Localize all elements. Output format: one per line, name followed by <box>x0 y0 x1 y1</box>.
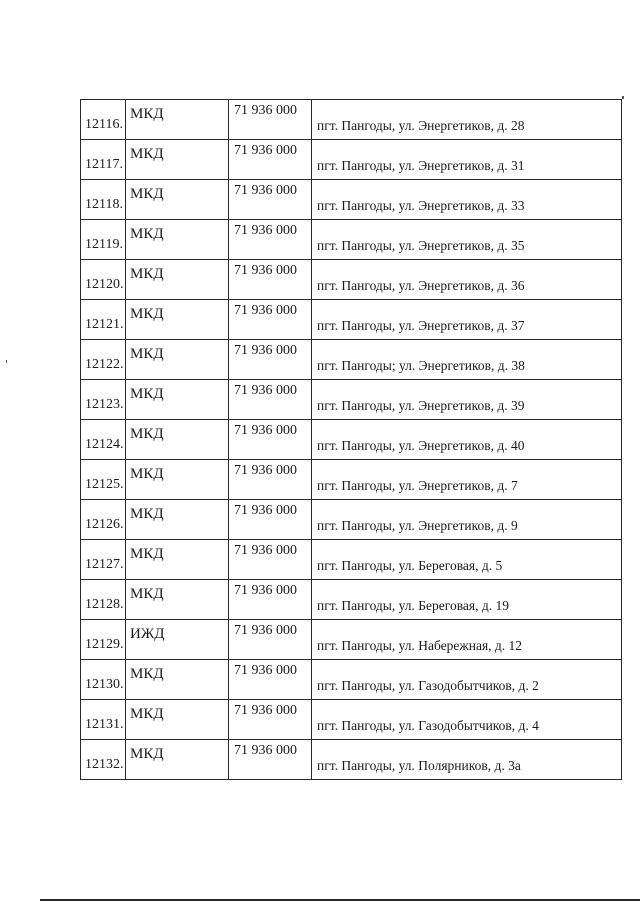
address-cell <box>312 500 622 540</box>
address-cell <box>312 340 622 380</box>
oktmo-code-cell <box>229 460 312 500</box>
building-type: МКД <box>130 506 164 522</box>
address-cell <box>312 420 622 460</box>
row-number-cell <box>81 460 126 500</box>
row-number: 12128. <box>85 597 124 612</box>
building-type: МКД <box>130 386 164 402</box>
building-type: МКД <box>130 146 164 162</box>
row-number-cell <box>81 100 126 140</box>
building-type: МКД <box>130 186 164 202</box>
oktmo-code: 71 936 000 <box>234 183 297 198</box>
row-number: 12124. <box>85 437 124 452</box>
page-bottom-rule <box>40 899 640 901</box>
building-type-cell <box>126 700 229 740</box>
address: пгт. Пангоды, ул. Энергетиков, д. 31 <box>317 158 525 173</box>
oktmo-code-cell <box>229 660 312 700</box>
address: пгт. Пангоды, ул. Энергетиков, д. 28 <box>317 118 525 133</box>
oktmo-code: 71 936 000 <box>234 543 297 558</box>
row-number-cell <box>81 580 126 620</box>
address-cell <box>312 220 622 260</box>
building-type-cell <box>126 500 229 540</box>
table-row <box>81 740 622 780</box>
oktmo-code: 71 936 000 <box>234 143 297 158</box>
oktmo-code-cell <box>229 420 312 460</box>
row-number-cell <box>81 260 126 300</box>
building-type-cell <box>126 460 229 500</box>
oktmo-code: 71 936 000 <box>234 103 297 118</box>
address: пгт. Пангоды, ул. Полярников, д. 3а <box>317 758 521 773</box>
row-number-cell <box>81 300 126 340</box>
oktmo-code: 71 936 000 <box>234 343 297 358</box>
row-number-cell <box>81 140 126 180</box>
oktmo-code-cell <box>229 340 312 380</box>
building-type-cell <box>126 740 229 780</box>
address: пгт. Пангоды, ул. Энергетиков, д. 33 <box>317 198 525 213</box>
oktmo-code-cell <box>229 380 312 420</box>
table-row <box>81 700 622 740</box>
table-row <box>81 300 622 340</box>
building-type-cell <box>126 380 229 420</box>
oktmo-code-cell <box>229 620 312 660</box>
row-number: 12120. <box>85 277 124 292</box>
oktmo-code-cell <box>229 220 312 260</box>
oktmo-code-cell <box>229 580 312 620</box>
address-cell <box>312 660 622 700</box>
row-number: 12127. <box>85 557 124 572</box>
row-number-cell <box>81 540 126 580</box>
oktmo-code: 71 936 000 <box>234 263 297 278</box>
building-type-cell <box>126 300 229 340</box>
row-number-cell <box>81 500 126 540</box>
building-type: МКД <box>130 266 164 282</box>
building-type: МКД <box>130 546 164 562</box>
address: пгт. Пангоды, ул. Набережная, д. 12 <box>317 638 523 653</box>
building-type: ИЖД <box>130 626 165 642</box>
row-number-cell <box>81 620 126 660</box>
building-type-cell <box>126 580 229 620</box>
row-number: 12123. <box>85 397 124 412</box>
row-number-cell <box>81 220 126 260</box>
row-number: 12132. <box>85 757 124 772</box>
row-number: 12126. <box>85 517 124 532</box>
row-number: 12119. <box>85 237 123 252</box>
building-type: МКД <box>130 426 164 442</box>
page-stamp-mark <box>268 4 300 6</box>
row-number: 12129. <box>85 637 124 652</box>
address: пгт. Пангоды, ул. Энергетиков, д. 36 <box>317 278 525 293</box>
address: пгт. Пангоды, ул. Энергетиков, д. 35 <box>317 238 525 253</box>
address-cell <box>312 740 622 780</box>
address-cell <box>312 620 622 660</box>
oktmo-code-cell <box>229 180 312 220</box>
address-cell <box>312 140 622 180</box>
building-type: МКД <box>130 106 164 122</box>
scan-speck <box>622 96 624 99</box>
address: пгт. Пангоды, ул. Береговая, д. 5 <box>317 558 503 573</box>
row-number: 12130. <box>85 677 124 692</box>
row-number-cell <box>81 380 126 420</box>
building-type-cell <box>126 420 229 460</box>
building-type: МКД <box>130 706 164 722</box>
oktmo-code-cell <box>229 740 312 780</box>
address-cell <box>312 180 622 220</box>
building-type-cell <box>126 260 229 300</box>
address-cell <box>312 460 622 500</box>
oktmo-code: 71 936 000 <box>234 583 297 598</box>
building-type-cell <box>126 660 229 700</box>
building-type: МКД <box>130 586 164 602</box>
row-number: 12131. <box>85 717 124 732</box>
table-row <box>81 220 622 260</box>
building-type-cell <box>126 100 229 140</box>
oktmo-code-cell <box>229 540 312 580</box>
address: пгт. Пангоды, ул. Береговая, д. 19 <box>317 598 509 613</box>
oktmo-code: 71 936 000 <box>234 503 297 518</box>
building-type-cell <box>126 220 229 260</box>
address: пгт. Пангоды, ул. Газодобытчиков, д. 4 <box>317 718 539 733</box>
address-cell <box>312 540 622 580</box>
address: пгт. Пангоды, ул. Энергетиков, д. 39 <box>317 398 525 413</box>
scan-speck <box>6 360 7 363</box>
address: пгт. Пангоды, ул. Энергетиков, д. 37 <box>317 318 525 333</box>
oktmo-code-cell <box>229 100 312 140</box>
address-cell <box>312 580 622 620</box>
table-row <box>81 660 622 700</box>
oktmo-code: 71 936 000 <box>234 463 297 478</box>
address-cell <box>312 300 622 340</box>
row-number-cell <box>81 340 126 380</box>
oktmo-code: 71 936 000 <box>234 703 297 718</box>
row-number: 12118. <box>85 197 123 212</box>
address-cell <box>312 700 622 740</box>
row-number-cell <box>81 700 126 740</box>
table-row <box>81 580 622 620</box>
building-type-cell <box>126 180 229 220</box>
table-row <box>81 260 622 300</box>
address: пгт. Пангоды, ул. Энергетиков, д. 40 <box>317 438 525 453</box>
oktmo-code: 71 936 000 <box>234 663 297 678</box>
building-type-cell <box>126 340 229 380</box>
row-number: 12116. <box>85 117 123 132</box>
oktmo-code-cell <box>229 260 312 300</box>
oktmo-code: 71 936 000 <box>234 223 297 238</box>
building-type: МКД <box>130 346 164 362</box>
row-number-cell <box>81 740 126 780</box>
row-number: 12122. <box>85 357 124 372</box>
row-number-cell <box>81 420 126 460</box>
address-cell <box>312 260 622 300</box>
oktmo-code-cell <box>229 700 312 740</box>
table-row <box>81 180 622 220</box>
building-type: МКД <box>130 746 164 762</box>
row-number-cell <box>81 180 126 220</box>
building-type-cell <box>126 540 229 580</box>
address-records-table <box>80 99 622 780</box>
oktmo-code: 71 936 000 <box>234 623 297 638</box>
row-number: 12125. <box>85 477 124 492</box>
building-type: МКД <box>130 306 164 322</box>
table-row <box>81 100 622 140</box>
table-row <box>81 420 622 460</box>
address: пгт. Пангоды, ул. Энергетиков, д. 7 <box>317 478 518 493</box>
table-body <box>81 100 622 780</box>
oktmo-code-cell <box>229 140 312 180</box>
oktmo-code: 71 936 000 <box>234 423 297 438</box>
building-type: МКД <box>130 666 164 682</box>
table-row <box>81 540 622 580</box>
building-type-cell <box>126 140 229 180</box>
row-number: 12117. <box>85 157 123 172</box>
address-cell <box>312 100 622 140</box>
oktmo-code: 71 936 000 <box>234 383 297 398</box>
table-row <box>81 620 622 660</box>
building-type-cell <box>126 620 229 660</box>
building-type: МКД <box>130 466 164 482</box>
table-row <box>81 460 622 500</box>
building-type: МКД <box>130 226 164 242</box>
table-row <box>81 340 622 380</box>
address: пгт. Пангоды, ул. Энергетиков, д. 9 <box>317 518 518 533</box>
address: пгт. Пангоды; ул. Энергетиков, д. 38 <box>317 358 525 373</box>
address: пгт. Пангоды, ул. Газодобытчиков, д. 2 <box>317 678 539 693</box>
oktmo-code-cell <box>229 300 312 340</box>
table-row <box>81 140 622 180</box>
table-row <box>81 500 622 540</box>
table-row <box>81 380 622 420</box>
row-number: 12121. <box>85 317 124 332</box>
address-cell <box>312 380 622 420</box>
oktmo-code-cell <box>229 500 312 540</box>
row-number-cell <box>81 660 126 700</box>
oktmo-code: 71 936 000 <box>234 743 297 758</box>
oktmo-code: 71 936 000 <box>234 303 297 318</box>
